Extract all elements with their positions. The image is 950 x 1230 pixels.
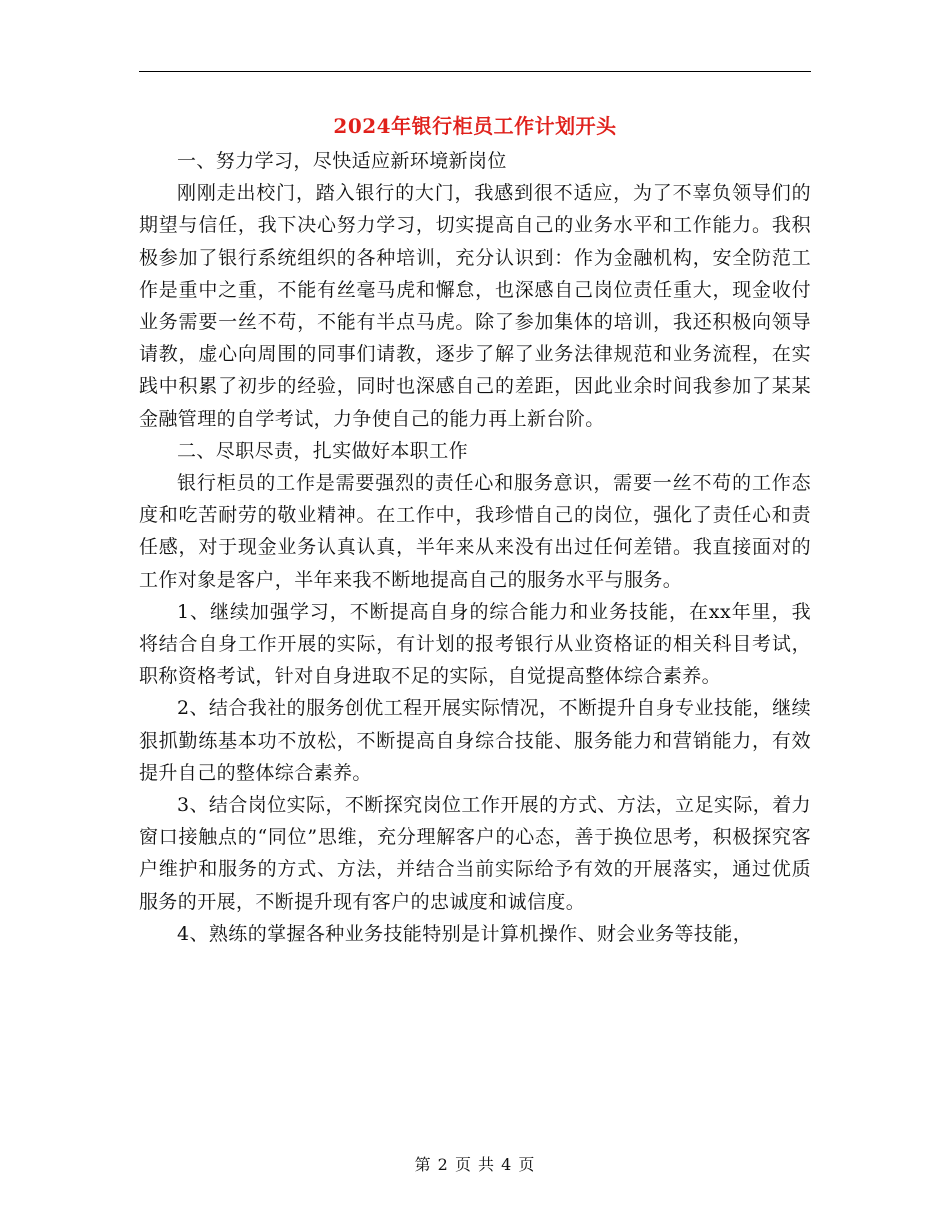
- body-paragraph: 银行柜员的工作是需要强烈的责任心和服务意识，需要一丝不苟的工作态度和吃苦耐劳的敬业精神。在工作中，我珍惜自己的岗位，强化了责任心和责任感，对于现金业务认真认真，半年来从来没有出过任何差错。我直接面对的工作对象是客户，半年来我不断地提高自己的服务水平与服务。: [139, 472, 811, 591]
- section-heading-1: 一、努力学习，尽快适应新环境新岗位: [177, 150, 507, 172]
- body-paragraph: 刚刚走出校门，踏入银行的大门，我感到很不适应，为了不辜负领导们的期望与信任，我下决心努力学习，切实提高自己的业务水平和工作能力。我积极参加了银行系统组织的各种培训，充分认识到：作为金融机构，安全防范工作是重中之重，不能有丝毫马虎和懈怠，也深感自己岗位责任重大，现金收付业务需要一丝不苟，不能有半点马虎。除了参加集体的培训，我还积极向领导请教，虚心向周围的同事们请教，逐步了解了业务法律规范和业务流程，在实践中积累了初步的经验，同时也深感自己的差距，因此业余时间我参加了某某金融管理的自学考试，力争使自己的能力再上新台阶。: [139, 182, 811, 430]
- list-item-1: 1、继续加强学习，不断提高自身的综合能力和业务技能，在xx年里，我将结合自身工作开展的实际，有计划的报考银行从业资格证的相关科目考试，职称资格考试，针对自身进取不足的实际，自觉提高整体综合素养。: [139, 600, 811, 688]
- header-rule: [139, 71, 811, 72]
- page-number: 第 2 页 共 4 页: [414, 1155, 536, 1174]
- list-item-2: 2、结合我社的服务创优工程开展实际情况，不断提升自身专业技能，继续狠抓勤练基本功不放松，不断提高自身综合技能、服务能力和营销能力，有效提升自己的整体综合素养。: [139, 697, 811, 784]
- document-title: 2024年银行柜员工作计划开头: [333, 114, 617, 138]
- document-body: [139, 145, 811, 950]
- list-item-4: 4、熟练的掌握各种业务技能特别是计算机操作、财会业务等技能，: [177, 922, 753, 945]
- section-heading-2: 二、尽职尽责，扎实做好本职工作: [177, 439, 469, 462]
- list-item-3: 3、结合岗位实际，不断探究岗位工作开展的方式、方法，立足实际，着力窗口接触点的“同位”思维，充分理解客户的心态，善于换位思考，积极探究客户维护和服务的方式、方法，并结合当前实际给予有效的开展落实，通过优质服务的开展，不断提升现有客户的忠诚度和诚信度。: [139, 794, 811, 913]
